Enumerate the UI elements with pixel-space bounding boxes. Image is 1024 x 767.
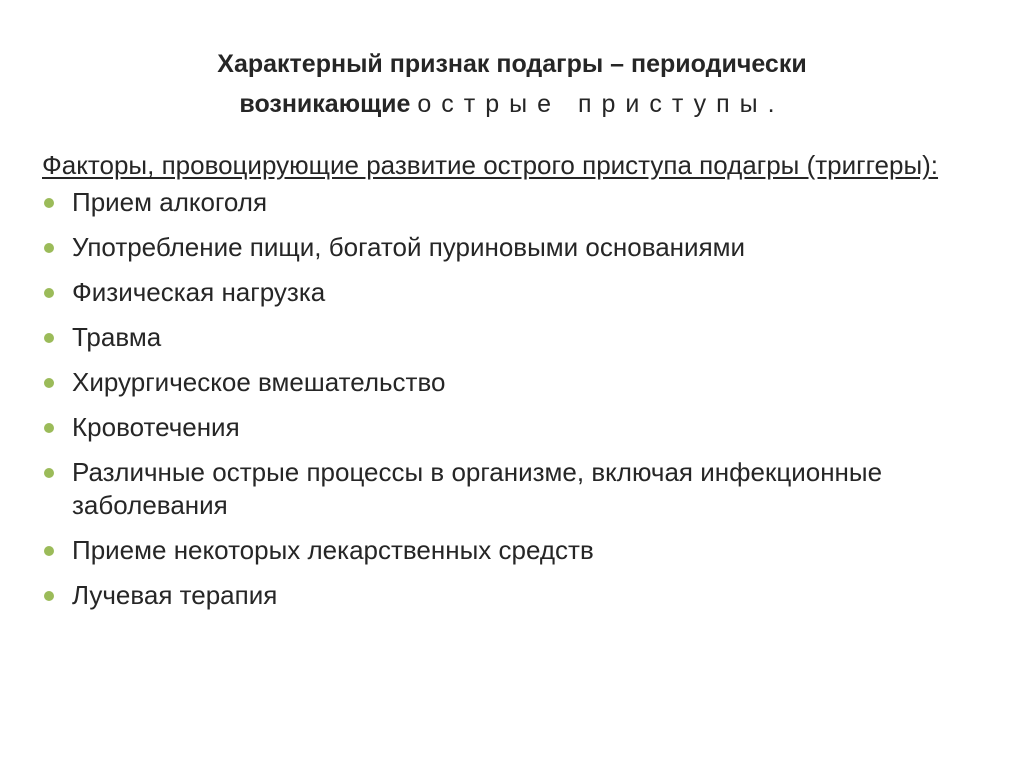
slide-title	[0, 44, 1024, 124]
trigger-list	[42, 186, 992, 612]
intro-text: Факторы, провоцирующие развитие острого приступа подагры (триггеры):	[42, 150, 939, 180]
slide-content	[42, 148, 992, 624]
list-item	[42, 321, 992, 354]
list-item	[42, 579, 992, 612]
list-item	[42, 411, 992, 444]
bullet-icon	[44, 591, 54, 601]
bullet-icon	[44, 423, 54, 433]
list-item-text: Хирургическое вмешательство	[72, 367, 446, 397]
title-line-2-prefix: возникающие	[239, 90, 411, 118]
bullet-icon	[44, 468, 54, 478]
list-item	[42, 186, 992, 219]
list-item-text: Употребление пищи, богатой пуриновыми основаниями	[72, 232, 746, 262]
list-item	[42, 366, 992, 399]
list-item-text: Кровотечения	[72, 412, 240, 442]
list-item-text: Физическая нагрузка	[72, 277, 326, 307]
list-item-text: Приеме некоторых лекарственных средств	[72, 535, 594, 565]
list-item-text: Лучевая терапия	[72, 580, 278, 610]
list-item	[42, 534, 992, 567]
list-item	[42, 231, 992, 264]
title-line-2	[0, 84, 1024, 124]
bullet-icon	[44, 243, 54, 253]
bullet-icon	[44, 288, 54, 298]
title-line-1: Характерный признак подагры – периодически	[217, 50, 807, 78]
list-item-text: Различные острые процессы в организме, включая инфекционные заболевания	[72, 457, 883, 520]
title-line-2-spaced: острые приступы.	[417, 90, 785, 118]
list-item-text: Прием алкоголя	[72, 187, 268, 217]
bullet-icon	[44, 546, 54, 556]
bullet-icon	[44, 333, 54, 343]
list-item	[42, 456, 992, 522]
list-item-text: Травма	[72, 322, 162, 352]
bullet-icon	[44, 378, 54, 388]
bullet-icon	[44, 198, 54, 208]
list-item	[42, 276, 992, 309]
